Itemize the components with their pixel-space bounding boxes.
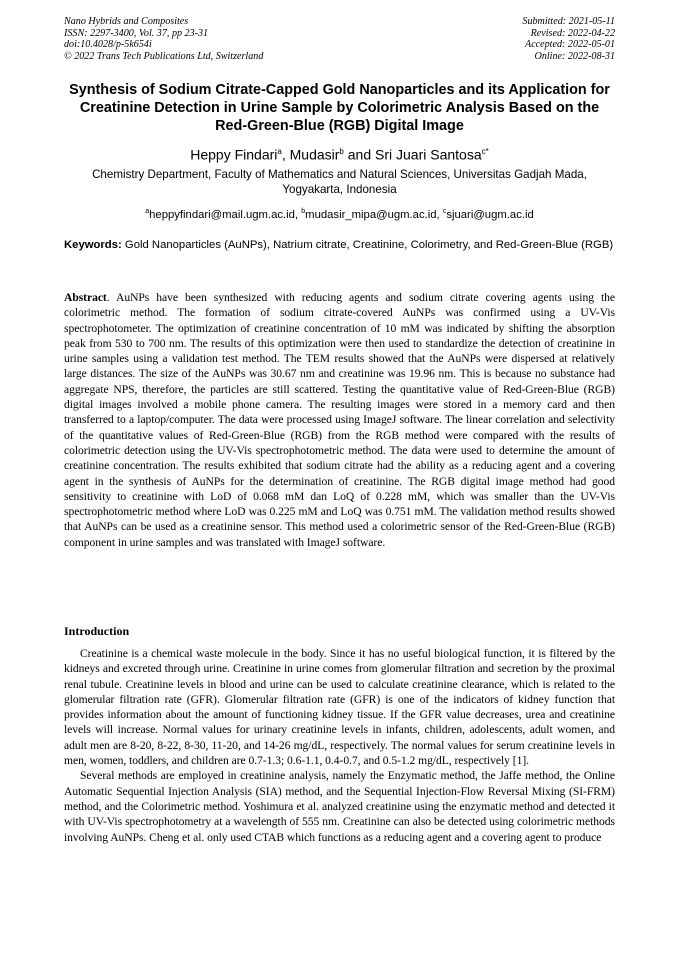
keywords-label: Keywords: [64,239,122,251]
paragraph: Several methods are employed in creatinine analysis, namely the Enzymatic method, the Jaffe method, the Online Automatic Sequential Injection Analysis (SIA) method, and the Sequential Injection-Flow Reversal Mixing (SI-FRM) method, and the Colorimetric method. Yoshimura et al. analyzed creatinine using the enzymatic method and detected it with UV-Vis spectrophotometry at a wavelength of 555 nm. Creatinine can also be detected using colorimetric methods involving AuNPs. Cheng et al. only used CTAB which functions as a reducing agent and a covering agent to produce [64,769,615,844]
author-list [64,143,615,164]
author-name: Heppy Findari [190,146,278,163]
corresponding-author-mark: * [485,147,489,156]
keywords [64,238,615,253]
author-emails: $^a$heppyfindari@mail.ugm.ac.id, $^b$mudasir_mipa@ugm.ac.id, $^c$sjuari@ugm.ac.id [145,208,534,221]
affiliation: Chemistry Department, Faculty of Mathematics and Natural Sciences, Universitas Gadjah Mada, Yogyakarta, Indonesia [92,168,587,196]
author-name: Sri Juari Santosa [375,146,482,163]
email-link[interactable]: mudasir_mipa@ugm.ac.id, [305,208,443,221]
email-link[interactable]: heppyfindari@mail.ugm.ac.id, [149,208,302,221]
section-heading-introduction: Introduction [64,624,130,638]
journal-doi: doi:10.4028/p-5k654i [64,39,152,51]
date-online: Online: 2022-08-31 [534,50,615,62]
journal-header-left [64,16,263,62]
paper-title: Synthesis of Sodium Citrate-Capped Gold Nanoparticles and its Application for Creatinine Detection in Urine Sample by Colorimetric Analysis Based on the Red-Green-Blue (RGB) Digital Image [69,82,610,134]
author-separator: and [343,146,376,163]
abstract-label: Abstract [64,291,107,304]
journal-name: Nano Hybrids and Composites [64,16,189,27]
abstract-text: . AuNPs have been synthesized with reducing agents and sodium citrate covering agents using the colorimetric method. The formation of sodium citrate-covered AuNPs was confirmed using a UV-Vis spectrophotometer. The optimization of creatinine concentration of 10 mM was indicated by shifting the absorption peak from 530 to 700 nm. The results of this optimization were then used to standardize the detection of creatinine in urine samples using a validation test method. The TEM results showed that the AuNPs were dispersed at relatively large distances. The size of the AuNPs was 30.67 nm and creatinine was 19.96 nm. This is because no substance had aggregate NPS, therefore, the particles are still scattered. Testing the quantitative value of Red-Green-Blue (RGB) digital images involved a mobile phone camera. The resulting images were stored in a memory card and then transferred to a laptop/computer. The data were processed using ImageJ software. The linear correlation and selectivity of the quantitative values of Red-Green-Blue (RGB) from the RGB method were compared with the results of colorimetric detection using the UV-Vis spectrophotometric method. The data were used to determine the amount of creatinine concentration. The results exhibited that sodium citrate had the ability as a reducing agent and a covering agent in the synthesis of AuNPs for the determination of creatinine. The RGB digital image method had good sensitivity to creatinine with LoD of 0.068 mM dan LoQ of 0.228 mM, which was smaller than the UV-Vis spectrophotometric method where LoD was 0.225 mM and LoQ was 0.751 mM. The validation method results showed that AuNPs can be used as a creatinine sensor. This method used a colorimetric sensor of the Red-Green-Blue (RGB) component in urine samples and was translated with ImageJ software. [64,291,615,549]
author-name: Mudasir [289,146,340,163]
keywords-text: Gold Nanoparticles (AuNPs), Natrium citrate, Creatinine, Colorimetry, and Red-Green-Blue (RGB) [121,239,614,251]
author-affil-mark: b [339,147,344,156]
journal-header-right [522,16,615,62]
paragraph: Creatinine is a chemical waste molecule in the body. Since it has no useful biological function, it is filtered by the kidneys and excreted through urine. Creatinine in urine comes from glomerular filtration and secretion by the proximal renal tubule. Creatinine levels in blood and urine can be used to calculate creatinine clearance, which is related to the glomerular filtration rate (GFR). Glomerular filtration rate (GFR) is one of the indicators of kidney function that provides information about the amount of functioning kidney tissue. If the GFR value decreases, urea and creatinine levels will increase. Normal values for urinary creatinine levels in infants, children, adolescents, adult women, and adult men are 8-20, 8-22, 8-30, 11-20, and 14-26 mg/dL, respectively. The normal values for serum creatinine levels in men, women, toddlers, and children are 0.7-1.3; 0.6-1.1, 0.4-0.7, and 0.5-1.2 mg/dL, respectively [1]. [64,647,615,768]
email-link[interactable]: sjuari@ugm.ac.id [446,208,534,221]
introduction-body [64,646,615,845]
date-accepted: Accepted: 2022-05-01 [525,39,615,51]
author-separator: , [281,146,290,163]
journal-issn: ISSN: 2297-3400, Vol. 37, pp 23-31 [64,27,209,39]
abstract [64,290,615,550]
date-revised: Revised: 2022-04-22 [530,27,615,39]
date-submitted: Submitted: 2021-05-11 [522,16,615,27]
journal-copyright: © 2022 Trans Tech Publications Ltd, Switzerland [64,50,264,62]
author-affil-mark: c* [481,147,489,156]
author-affil-mark: a [277,147,282,156]
